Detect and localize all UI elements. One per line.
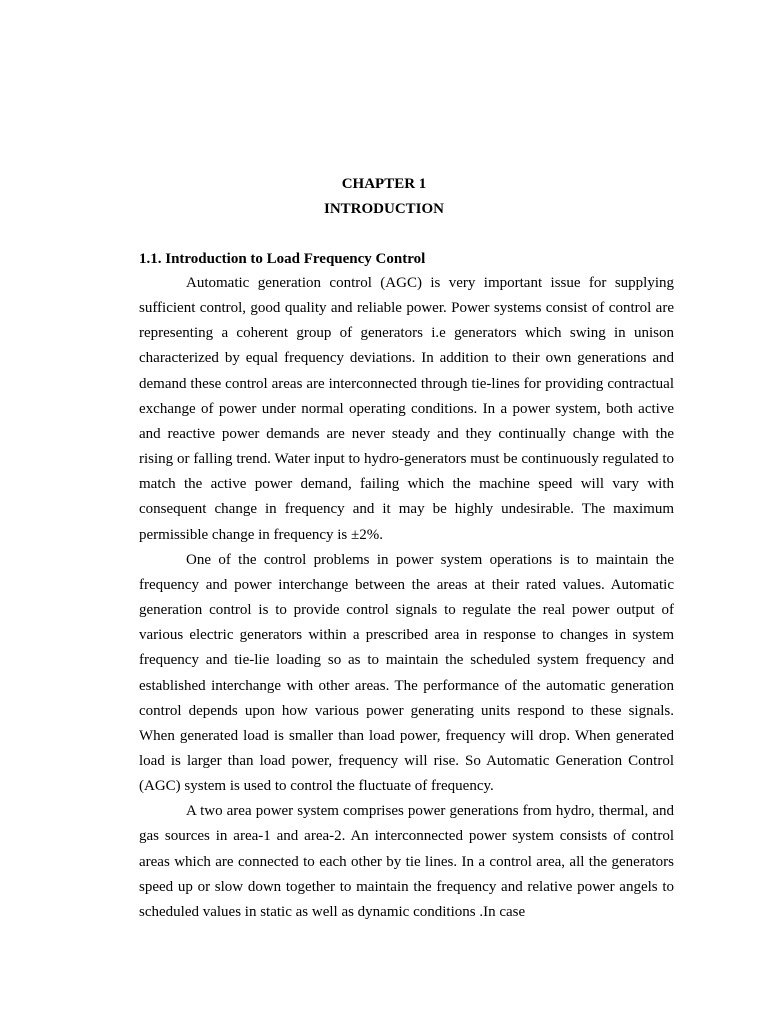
chapter-number: CHAPTER 1 — [341, 176, 427, 192]
paragraph-control-problems: One of the control problems in power system operations is to maintain the frequency and power interchange between the areas at their rated values. Automatic generation control is to provide control signals to regulate the real power output of various electric generators within a prescribed area in response to changes in system frequency and tie-lie loading so as to maintain the scheduled system frequency and established interchange with other areas. The performance of the automatic generation control depends upon how various power generating units respond to these signals. When generated load is smaller than load power, frequency will drop. When generated load is larger than load power, frequency will rise. So Automatic Generation Control (AGC) system is used to control the fluctuate of frequency. — [139, 551, 674, 795]
paragraph-two-area-system: A two area power system comprises power generations from hydro, thermal, and gas sources in area-1 and area-2. An interconnected power system consists of control areas which are connected to each other by tie lines. In a control area, all the generators speed up or slow down together to maintain the frequency and relative power angels to scheduled values in static as well as dynamic conditions .In case — [139, 803, 674, 920]
paragraph-agc-overview: Automatic generation control (AGC) is very important issue for supplying sufficient control, good quality and reliable power. Power systems consist of control are representing a coherent group of generators i.e generators which swing in unison characterized by equal frequency deviations. In addition to their own generations and demand these control areas are interconnected through tie-lines for providing contractual exchange of power under normal operating conditions. In a power system, both active and reactive power demands are never steady and they continually change with the rising or falling trend. Water input to hydro-generators must be continuously regulated to match the active power demand, failing which the machine speed will vary with consequent change in frequency and it may be highly undesirable. The maximum permissible change in frequency is ±2%. — [139, 275, 674, 543]
chapter-title: INTRODUCTION — [323, 201, 444, 217]
section-body — [139, 271, 674, 925]
section-heading: 1.1. Introduction to Load Frequency Control — [139, 251, 426, 267]
